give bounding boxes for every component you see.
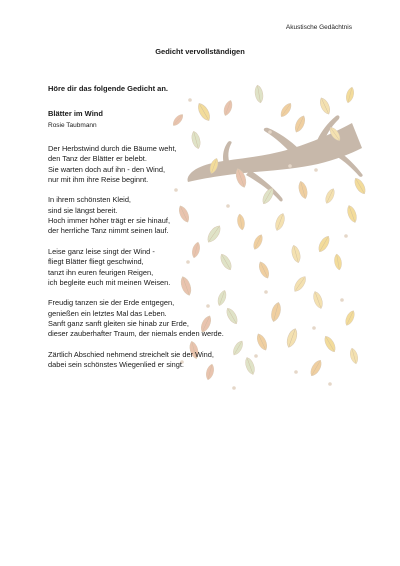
poem-line: Sanft ganz sanft gleiten sie hinab zur Erde,: [48, 319, 189, 329]
poem-line: genießen ein letztes Mal das Leben.: [48, 308, 167, 318]
poem-body: [48, 144, 308, 381]
dot-decoration: [268, 130, 272, 134]
poem-line: sind sie längst bereit.: [48, 205, 118, 215]
poem-stanza: [48, 247, 308, 288]
instruction-text: Höre dir das folgende Gedicht an.: [48, 84, 169, 93]
poem-line: Hoch immer höher trägt er sie hinauf,: [48, 216, 170, 226]
poem-line: der herrliche Tanz nimmt seinen lauf.: [48, 226, 169, 236]
poem-stanza: [48, 195, 308, 236]
poem-author: Rosie Taubmann: [48, 122, 97, 129]
poem-line: Der Herbstwind durch die Bäume weht,: [48, 144, 177, 153]
dot-decoration: [340, 298, 344, 302]
poem-title: Blätter im Wind: [48, 109, 103, 118]
poem-line: Sie warten doch auf ihn - den Wind,: [48, 164, 166, 174]
poem-line: dieser zauberhafter Traum, der niemals enden werde.: [48, 329, 224, 339]
poem-line: ich begleite euch mit meinen Weisen.: [48, 277, 171, 287]
header-tag: Akustische Gedächtnis: [285, 24, 352, 31]
poem-line: Zärtlich Abschied nehmend streichelt sie der Wind,: [48, 349, 214, 359]
poem-line: fliegt Blätter fliegt geschwind,: [48, 257, 144, 267]
document-title: Gedicht vervollständigen: [155, 47, 245, 56]
poem-line: dabei sein schönstes Wiegenlied er singt.: [48, 360, 184, 370]
dot-decoration: [312, 326, 316, 330]
poem-stanza: [48, 144, 308, 185]
poem-line: Leise ganz leise singt der Wind -: [48, 246, 155, 256]
dot-decoration: [314, 168, 318, 172]
poem-stanza: [48, 350, 308, 371]
poem-line: nur mit ihm ihre Reise beginnt.: [48, 174, 149, 184]
poem-line: In ihrem schönsten Kleid,: [48, 195, 131, 205]
dot-decoration: [328, 382, 332, 386]
poem-line: tanzt ihn euren feurigen Reigen,: [48, 267, 154, 277]
poem-line: den Tanz der Blätter er belebt.: [48, 154, 147, 164]
poem-line: Freudig tanzen sie der Erde entgegen,: [48, 298, 175, 308]
dot-decoration: [344, 234, 348, 238]
poem-stanza: [48, 298, 308, 339]
dot-decoration: [232, 386, 236, 390]
dot-decoration: [188, 98, 192, 102]
